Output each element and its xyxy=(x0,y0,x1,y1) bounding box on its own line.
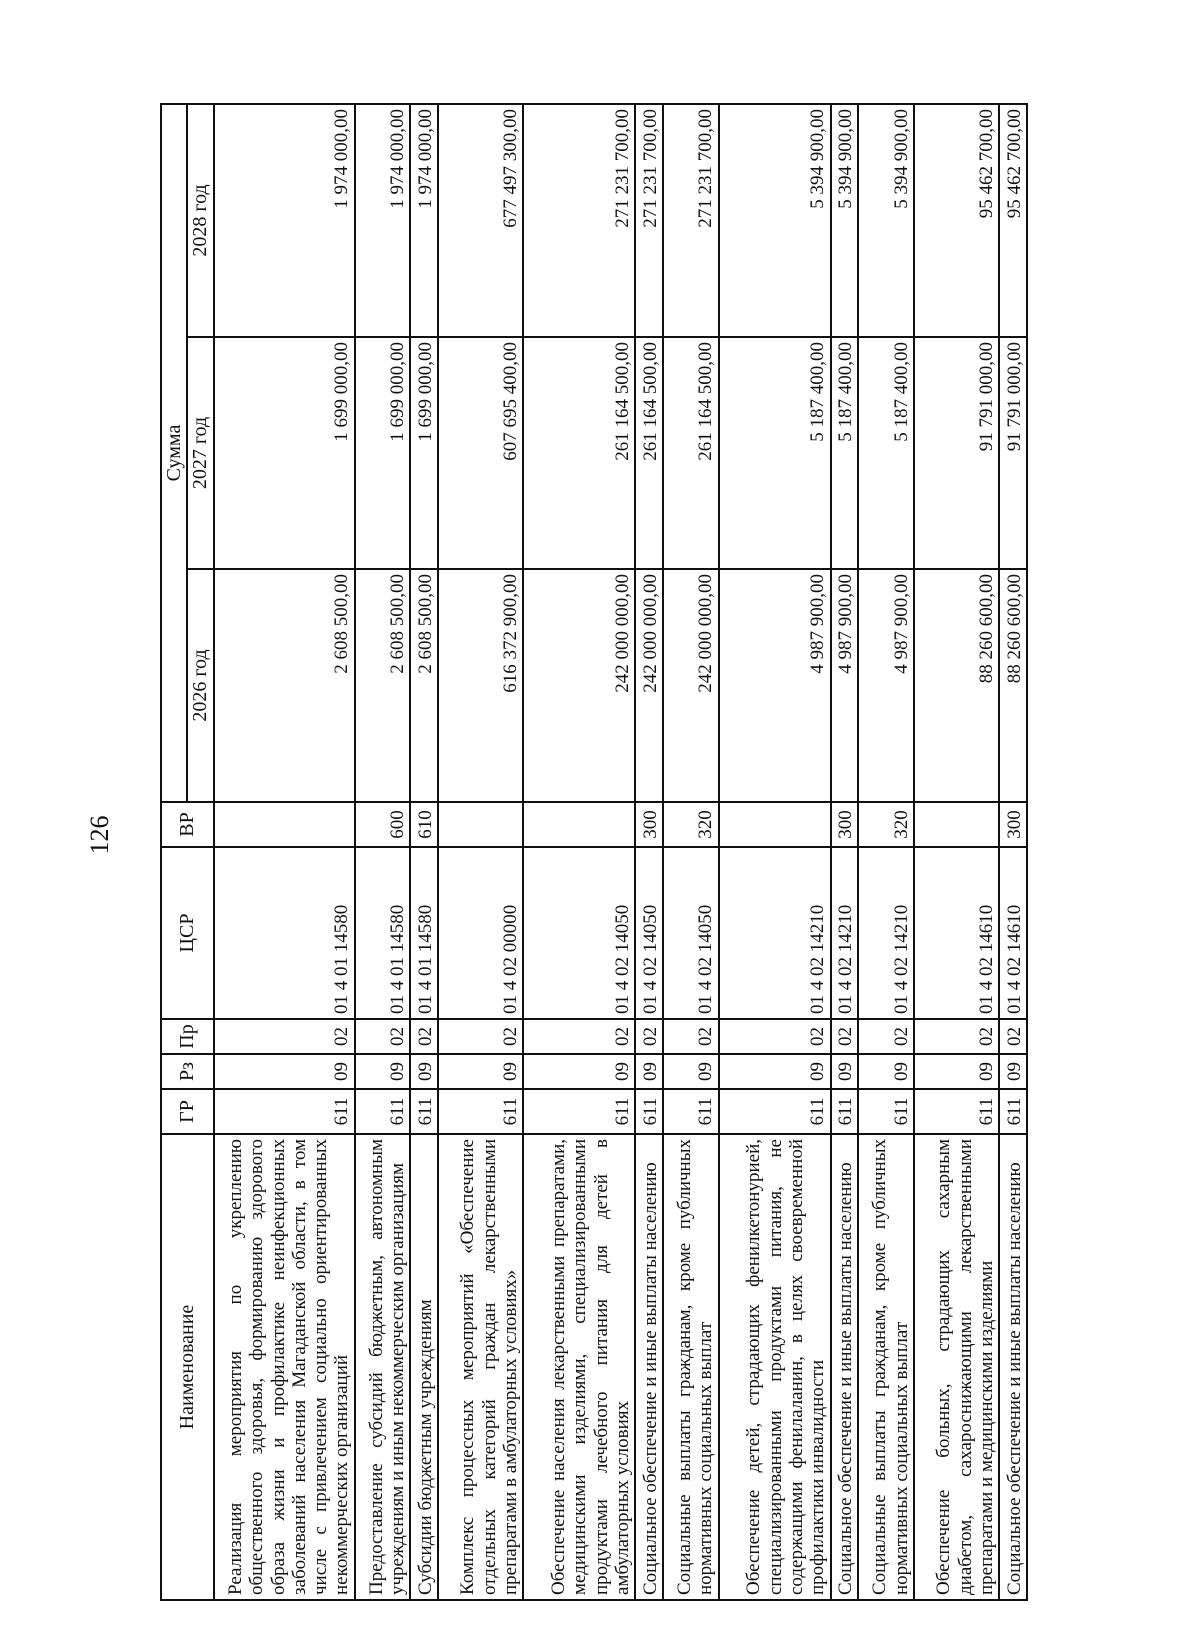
header-rz: Рз xyxy=(161,1054,214,1089)
row-vr: 320 xyxy=(663,802,718,847)
row-gr: 611 xyxy=(719,1089,831,1134)
row-vr: 320 xyxy=(858,802,913,847)
row-sum-2026: 4 987 900,00 xyxy=(719,569,831,802)
row-vr: 300 xyxy=(831,802,859,847)
header-gr: ГР xyxy=(161,1089,214,1134)
row-sum-2027: 1 699 000,00 xyxy=(410,337,438,569)
budget-table xyxy=(160,103,1028,1601)
row-sum-2026: 2 608 500,00 xyxy=(355,569,410,802)
row-pr: 02 xyxy=(914,1019,999,1054)
row-name: Обеспечение населения лекарственными препаратами, медицинскими изделиями, специализированными продуктами лечебного питания для детей в амбулаторных условиях xyxy=(523,1134,635,1600)
row-sum-2027: 261 164 500,00 xyxy=(663,337,718,569)
row-name: Предоставление субсидий бюджетным, автономным учреждениям и иным некоммерческим организациям xyxy=(355,1134,410,1600)
row-pr: 02 xyxy=(355,1019,410,1054)
row-sum-2026: 88 260 600,00 xyxy=(914,569,999,802)
row-sum-2028: 95 462 700,00 xyxy=(999,104,1027,337)
table-row xyxy=(523,104,635,1600)
row-sum-2028: 271 231 700,00 xyxy=(523,104,635,337)
row-sum-2028: 95 462 700,00 xyxy=(914,104,999,337)
row-sum-2026: 4 987 900,00 xyxy=(858,569,913,802)
row-pr: 02 xyxy=(719,1019,831,1054)
row-vr xyxy=(719,802,831,847)
row-gr: 611 xyxy=(635,1089,663,1134)
row-rz: 09 xyxy=(410,1054,438,1089)
row-csr: 01 4 02 00000 xyxy=(438,847,523,1019)
row-gr: 611 xyxy=(999,1089,1027,1134)
row-csr: 01 4 01 14580 xyxy=(355,847,410,1019)
row-gr: 611 xyxy=(663,1089,718,1134)
row-rz: 09 xyxy=(999,1054,1027,1089)
row-sum-2028: 5 394 900,00 xyxy=(858,104,913,337)
row-vr: 300 xyxy=(999,802,1027,847)
row-gr: 611 xyxy=(858,1089,913,1134)
header-pr: Пр xyxy=(161,1019,214,1054)
row-sum-2028: 5 394 900,00 xyxy=(719,104,831,337)
header-csr: ЦСР xyxy=(161,847,214,1019)
row-rz: 09 xyxy=(858,1054,913,1089)
row-gr: 611 xyxy=(914,1089,999,1134)
table-row xyxy=(410,104,438,1600)
table-row xyxy=(635,104,663,1600)
row-name: Социальное обеспечение и иные выплаты населению xyxy=(831,1134,859,1600)
row-name: Субсидии бюджетным учреждениям xyxy=(410,1134,438,1600)
row-sum-2027: 5 187 400,00 xyxy=(831,337,859,569)
header-vr: ВР xyxy=(161,802,214,847)
row-sum-2027: 261 164 500,00 xyxy=(523,337,635,569)
row-sum-2026: 4 987 900,00 xyxy=(831,569,859,802)
row-sum-2028: 5 394 900,00 xyxy=(831,104,859,337)
page-number: 126 xyxy=(85,815,114,855)
table-row xyxy=(999,104,1027,1600)
table-row xyxy=(914,104,999,1600)
row-pr: 02 xyxy=(214,1019,355,1054)
row-vr xyxy=(523,802,635,847)
row-pr: 02 xyxy=(410,1019,438,1054)
row-name: Социальные выплаты гражданам, кроме публичных нормативных социальных выплат xyxy=(663,1134,718,1600)
row-vr xyxy=(438,802,523,847)
header-sum: Сумма xyxy=(161,104,187,802)
row-sum-2028: 271 231 700,00 xyxy=(663,104,718,337)
row-csr: 01 4 02 14210 xyxy=(858,847,913,1019)
row-pr: 02 xyxy=(663,1019,718,1054)
table-row xyxy=(831,104,859,1600)
row-sum-2027: 261 164 500,00 xyxy=(635,337,663,569)
row-rz: 09 xyxy=(914,1054,999,1089)
row-sum-2028: 677 497 300,00 xyxy=(438,104,523,337)
row-csr: 01 4 01 14580 xyxy=(214,847,355,1019)
row-vr xyxy=(914,802,999,847)
row-vr xyxy=(214,802,355,847)
row-vr: 300 xyxy=(635,802,663,847)
row-name: Обеспечение больных, страдающих сахарным диабетом, сахароснижающими лекарственными препаратами и медицинскими изделиями xyxy=(914,1134,999,1600)
table-row xyxy=(719,104,831,1600)
row-sum-2026: 242 000 000,00 xyxy=(635,569,663,802)
row-csr: 01 4 02 14050 xyxy=(635,847,663,1019)
table-row xyxy=(214,104,355,1600)
row-pr: 02 xyxy=(999,1019,1027,1054)
row-csr: 01 4 02 14050 xyxy=(663,847,718,1019)
row-name: Социальные выплаты гражданам, кроме публичных нормативных социальных выплат xyxy=(858,1134,913,1600)
row-gr: 611 xyxy=(355,1089,410,1134)
row-sum-2027: 5 187 400,00 xyxy=(858,337,913,569)
row-gr: 611 xyxy=(438,1089,523,1134)
row-rz: 09 xyxy=(719,1054,831,1089)
row-name: Социальное обеспечение и иные выплаты населению xyxy=(635,1134,663,1600)
table-row xyxy=(663,104,718,1600)
table-row xyxy=(858,104,913,1600)
row-gr: 611 xyxy=(410,1089,438,1134)
row-sum-2027: 1 699 000,00 xyxy=(355,337,410,569)
row-rz: 09 xyxy=(355,1054,410,1089)
row-sum-2027: 1 699 000,00 xyxy=(214,337,355,569)
row-rz: 09 xyxy=(831,1054,859,1089)
row-csr: 01 4 02 14210 xyxy=(831,847,859,1019)
row-gr: 611 xyxy=(831,1089,859,1134)
row-name: Комплекс процессных мероприятий «Обеспечение отдельных категорий граждан лекарственными препаратами в амбулаторных условиях» xyxy=(438,1134,523,1600)
row-sum-2028: 271 231 700,00 xyxy=(635,104,663,337)
row-rz: 09 xyxy=(663,1054,718,1089)
row-csr: 01 4 02 14050 xyxy=(523,847,635,1019)
row-sum-2026: 2 608 500,00 xyxy=(214,569,355,802)
table-row xyxy=(355,104,410,1600)
row-gr: 611 xyxy=(523,1089,635,1134)
row-pr: 02 xyxy=(635,1019,663,1054)
row-sum-2027: 5 187 400,00 xyxy=(719,337,831,569)
row-sum-2026: 616 372 900,00 xyxy=(438,569,523,802)
row-pr: 02 xyxy=(831,1019,859,1054)
row-name: Социальное обеспечение и иные выплаты населению xyxy=(999,1134,1027,1600)
row-sum-2026: 88 260 600,00 xyxy=(999,569,1027,802)
header-2026: 2026 год xyxy=(187,569,213,802)
row-pr: 02 xyxy=(438,1019,523,1054)
row-rz: 09 xyxy=(523,1054,635,1089)
row-csr: 01 4 02 14610 xyxy=(999,847,1027,1019)
row-rz: 09 xyxy=(214,1054,355,1089)
row-rz: 09 xyxy=(438,1054,523,1089)
header-2028: 2028 год xyxy=(187,104,213,337)
row-sum-2026: 242 000 000,00 xyxy=(663,569,718,802)
row-csr: 01 4 02 14610 xyxy=(914,847,999,1019)
row-gr: 611 xyxy=(214,1089,355,1134)
row-sum-2027: 91 791 000,00 xyxy=(914,337,999,569)
row-vr: 600 xyxy=(355,802,410,847)
row-sum-2028: 1 974 000,00 xyxy=(355,104,410,337)
row-csr: 01 4 01 14580 xyxy=(410,847,438,1019)
row-sum-2028: 1 974 000,00 xyxy=(214,104,355,337)
table-row xyxy=(438,104,523,1600)
row-name: Реализация мероприятия по укреплению общественного здоровья, формированию здорового образа жизни и профилактике неинфекционных заболеваний населения Магаданской области, в том числе с привлечением социально ориентированных некоммерческих организаций xyxy=(214,1134,355,1600)
budget-table-container xyxy=(160,105,1028,1601)
row-sum-2026: 242 000 000,00 xyxy=(523,569,635,802)
row-sum-2027: 91 791 000,00 xyxy=(999,337,1027,569)
row-name: Обеспечение детей, страдающих фенилкетонурией, специализированными продуктами питания, не содержащими фенилаланин, в целях своевременной профилактики инвалидности xyxy=(719,1134,831,1600)
row-sum-2026: 2 608 500,00 xyxy=(410,569,438,802)
row-csr: 01 4 02 14210 xyxy=(719,847,831,1019)
row-rz: 09 xyxy=(635,1054,663,1089)
row-pr: 02 xyxy=(858,1019,913,1054)
header-name: Наименование xyxy=(161,1134,214,1600)
row-vr: 610 xyxy=(410,802,438,847)
row-sum-2028: 1 974 000,00 xyxy=(410,104,438,337)
row-sum-2027: 607 695 400,00 xyxy=(438,337,523,569)
row-pr: 02 xyxy=(523,1019,635,1054)
header-2027: 2027 год xyxy=(187,337,213,569)
